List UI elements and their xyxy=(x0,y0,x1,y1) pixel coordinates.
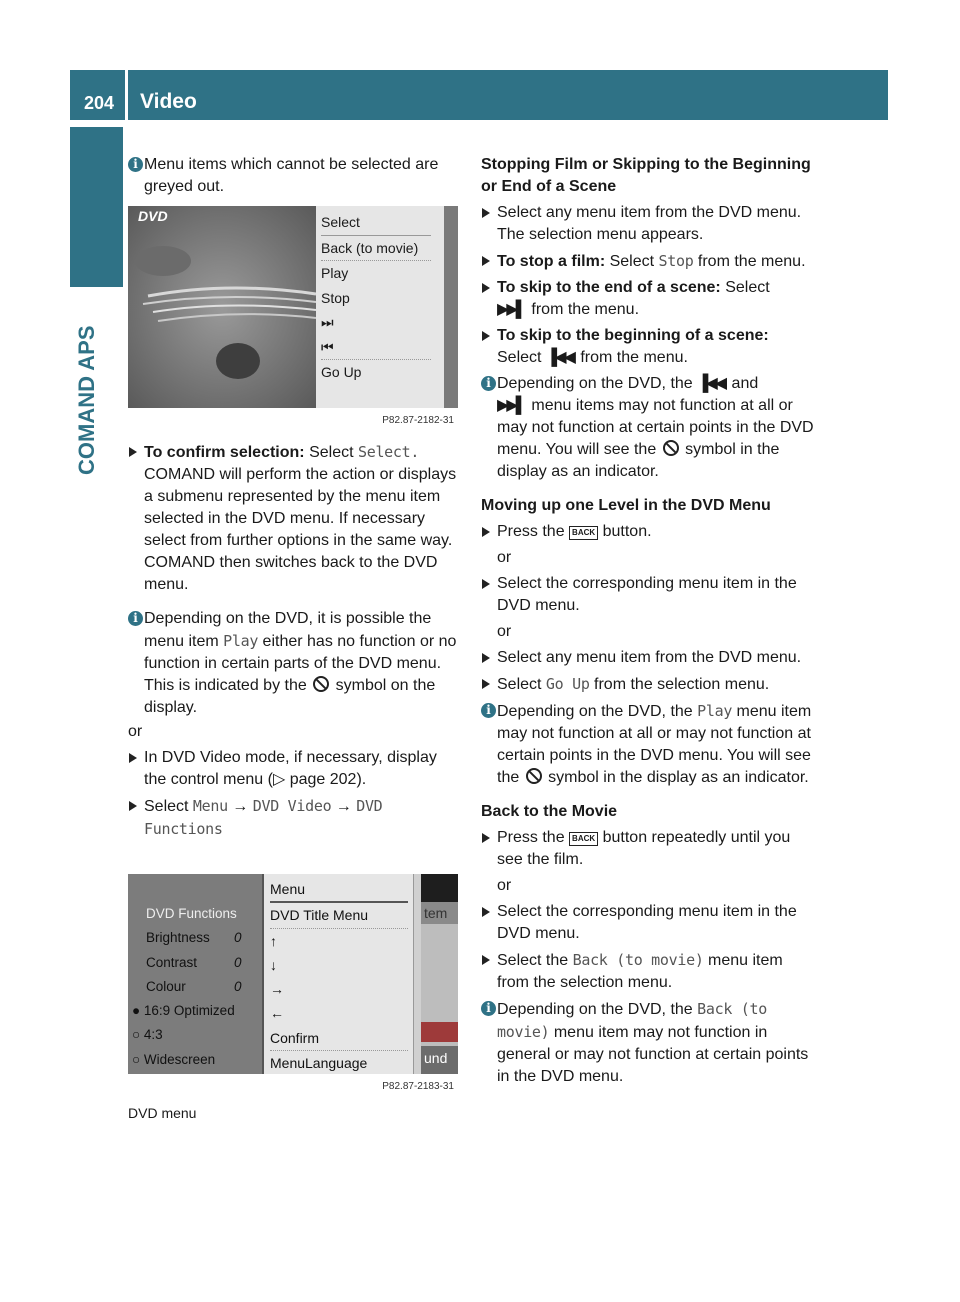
menu-item-play[interactable]: Play xyxy=(321,265,349,281)
dvd-functions-title: DVD Functions xyxy=(146,906,237,921)
step: Select the Back (to movie) menu item from the selection menu. xyxy=(481,949,816,994)
bullet-arrow-icon xyxy=(482,833,490,843)
or-text: or xyxy=(128,723,143,740)
menu-item-stop[interactable]: Stop xyxy=(321,289,350,306)
info-note: i Depending on the DVD, the Back (to movie) menu item may not function in general or may not function at certain points in the DVD menu. xyxy=(481,998,816,1088)
prohibited-icon xyxy=(663,440,679,456)
bullet-arrow-icon xyxy=(482,579,490,589)
bullet-arrow-icon xyxy=(129,447,137,457)
heading: Back to the Movie xyxy=(481,803,618,820)
step: Press the BACK button repeatedly until you see the film. xyxy=(481,827,816,871)
fragment-text: tem xyxy=(424,905,448,921)
info-note: i Menu items which cannot be selected are greyed out. xyxy=(128,154,463,198)
bullet-arrow-icon xyxy=(482,527,490,537)
dvd-functions-list xyxy=(132,902,258,1072)
figure-caption: DVD menu xyxy=(128,1105,197,1121)
background-strip xyxy=(421,1022,458,1042)
info-icon: i xyxy=(128,157,143,172)
page-header xyxy=(70,70,888,120)
option-widescreen[interactable]: ○ Widescreen xyxy=(132,1051,216,1067)
step: To stop a film: Select Stop from the menu. xyxy=(481,250,816,273)
screenshot-dvd-functions-menu xyxy=(128,874,458,1092)
setting-contrast[interactable]: Contrast 0 xyxy=(146,954,242,970)
step-select-path: Select Menu → DVD Video → DVD Functions xyxy=(128,795,463,841)
setting-brightness[interactable]: Brightness 0 xyxy=(146,930,242,946)
step: Select Go Up from the selection menu. xyxy=(481,673,816,696)
step: Select any menu item from the DVD menu. xyxy=(481,647,816,669)
menu-item-left[interactable]: ← xyxy=(270,1005,284,1022)
menu-item-title-menu[interactable]: DVD Title Menu xyxy=(270,903,408,928)
step: Press the BACK button. xyxy=(481,521,816,543)
menu-title: Menu xyxy=(270,877,408,903)
menu-item-up[interactable]: ↑ xyxy=(270,932,277,949)
or-text: or xyxy=(497,877,512,894)
prohibited-icon xyxy=(313,676,329,692)
menu-item-go-up[interactable]: Go Up xyxy=(321,364,362,380)
setting-colour[interactable]: Colour 0 xyxy=(146,978,242,994)
selection-menu xyxy=(321,210,431,385)
back-key-icon: BACK xyxy=(569,526,598,540)
prohibited-icon xyxy=(526,768,542,784)
dvd-logo: DVD xyxy=(138,208,168,224)
bullet-arrow-icon xyxy=(129,801,137,811)
step: Select the corresponding menu item in the DVD menu. xyxy=(481,573,816,617)
bullet-arrow-icon xyxy=(482,679,490,689)
bullet-arrow-icon xyxy=(482,955,490,965)
menu-item-skip-back[interactable]: ⏮ xyxy=(321,335,431,361)
info-icon: i xyxy=(481,1001,496,1016)
skip-back-icon: ▐◀◀ xyxy=(545,349,573,366)
info-note: i Depending on the DVD, it is possible the menu item Play either has no function or no function in certain parts of the DVD menu. This is indicated by the symbol on the display. xyxy=(128,608,463,719)
bullet-arrow-icon xyxy=(482,331,490,341)
or-text: or xyxy=(497,623,512,640)
bullet-arrow-icon xyxy=(482,256,490,266)
skip-forward-icon: ▶▶▌ xyxy=(497,301,524,318)
info-note: i Depending on the DVD, the ▐◀◀ and ▶▶▌ menu items may not function at all or may not function at certain points in the DVD menu. You will see the symbol in the display as an indicator. xyxy=(481,373,816,483)
skip-forward-icon: ▶▶▌ xyxy=(497,397,524,414)
step-dvd-mode: In DVD Video mode, if necessary, display the control menu (▷ page 202). xyxy=(128,747,463,791)
side-tab xyxy=(70,127,123,287)
step-confirm: To confirm selection: Select Select. xyxy=(128,441,463,464)
section-title: Video xyxy=(140,90,197,113)
option-4-3[interactable]: ○ 4:3 xyxy=(132,1027,163,1043)
paragraph: COMAND will perform the action or displays a submenu represented by the menu item selected in the DVD menu. If necessary select from further options in the same way. xyxy=(144,466,457,549)
menu-item-back[interactable]: Back (to movie) xyxy=(321,236,431,262)
or-text: or xyxy=(497,549,512,566)
skip-back-icon: ▐◀◀ xyxy=(697,375,725,392)
bullet-arrow-icon xyxy=(482,653,490,663)
info-note: i Depending on the DVD, the Play menu item may not function at all or may not function at certain points in the DVD menu. You will see the symbol in the display as an indicator. xyxy=(481,700,816,789)
option-16-9[interactable]: ● 16:9 Optimized xyxy=(132,1003,235,1019)
menu-list xyxy=(270,877,408,1075)
side-label: COMAND APS xyxy=(74,325,99,475)
menu-item-language[interactable]: MenuLanguage xyxy=(270,1055,368,1072)
bullet-arrow-icon xyxy=(482,208,490,218)
menu-item-down[interactable]: ↓ xyxy=(270,956,277,973)
header-divider xyxy=(125,70,128,120)
page-number: 204 xyxy=(84,93,115,113)
menu-item-skip-forward[interactable]: ⏭ xyxy=(321,314,334,330)
menu-title: Select xyxy=(321,210,431,236)
heading: Moving up one Level in the DVD Menu xyxy=(481,497,771,514)
info-icon: i xyxy=(481,376,496,391)
image-code: P82.87-2182-31 xyxy=(382,415,454,426)
bullet-arrow-icon xyxy=(129,753,137,763)
info-icon: i xyxy=(481,703,496,718)
menu-item-right[interactable]: → xyxy=(270,981,284,998)
menu-item-confirm[interactable]: Confirm xyxy=(270,1026,408,1051)
step: To skip to the end of a scene: Select ▶▶▌ from the menu. xyxy=(481,277,816,321)
step: To skip to the beginning of a scene: Select ▐◀◀ from the menu. xyxy=(481,325,816,369)
heading: Stopping Film or Skipping to the Beginning or End of a Scene xyxy=(481,156,811,195)
step: Select any menu item from the DVD menu. The selection menu appears. xyxy=(481,202,816,246)
info-icon: i xyxy=(128,611,143,626)
bullet-arrow-icon xyxy=(482,907,490,917)
screenshot-dvd-selection-menu xyxy=(128,206,458,426)
step: Select the corresponding menu item in the DVD menu. xyxy=(481,901,816,945)
paragraph: COMAND then switches back to the DVD menu. xyxy=(144,554,438,593)
fragment-text: und xyxy=(424,1050,448,1066)
back-key-icon: BACK xyxy=(569,832,598,846)
image-code: P82.87-2183-31 xyxy=(382,1081,454,1092)
bullet-arrow-icon xyxy=(482,283,490,293)
